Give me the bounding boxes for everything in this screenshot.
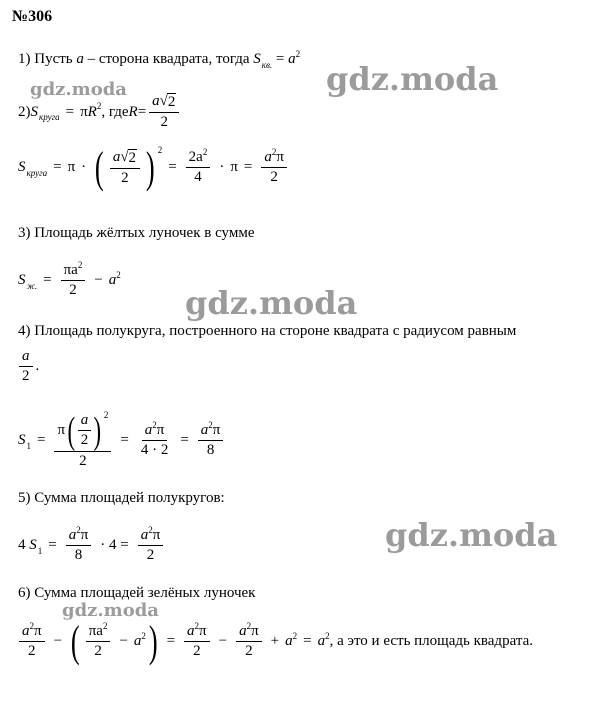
step3-heading: 3) Площадь жёлтых луночек в сумме <box>18 225 255 241</box>
step3-formula: S ж. = $\frac{\pi a^2}{2}$ − a 2 <box>18 260 121 299</box>
watermark-1: gdz.moda <box>326 60 499 98</box>
fraction: $\frac{\pi a^2}{2}$ <box>86 623 111 661</box>
fraction: $\frac{a^2\pi}{2}$ <box>184 623 210 661</box>
step6-formula: $\frac{a^2\pi}{2}$ − ( $\frac{\pi a^2}{2}$ − a 2 ) = $\frac{a^2\pi}{2}$ − $\frac{a^2\pi}{2}$ + a 2 = a 2 , а это и есть площадь квадрата. <box>16 622 533 662</box>
step2-formula: S круга = π · ( a√ 2 2 ) 2 = $\frac{2a^2}{4}$ · π = $\frac{a^2\pi}{2}$ <box>18 148 290 188</box>
step4-radius: $\frac{a}{2}$ . <box>16 348 39 386</box>
step5-heading: 5) Сумма площадей полукругов: <box>18 490 225 506</box>
watermark-3: gdz.moda <box>185 284 358 322</box>
watermark-5: gdz.moda <box>62 600 159 621</box>
fraction: $\frac{2a^2}{4}$ <box>186 149 211 187</box>
fraction: $\frac{a^2\pi}{2}$ <box>138 527 164 565</box>
fraction: $\frac{a^2\pi}{2}$ <box>236 623 262 661</box>
page-title: №306 <box>12 8 53 25</box>
step6-heading: 6) Сумма площадей зелёных луночек <box>18 585 256 601</box>
fraction: $\frac{a^2\pi}{2}$ <box>19 623 45 661</box>
step2-line: 2) S круга = π R 2 , где R = a√ 2 2 <box>18 93 182 132</box>
step5-formula: 4 S 1 = $\frac{a^2\pi}{8}$ · 4 = $\frac{a^2\pi}{2}$ <box>18 527 166 565</box>
step4-heading: 4) Площадь полукруга, построенного на стороне квадрата с радиусом равным <box>18 323 517 339</box>
fraction: $\frac{a^2\pi}{2}$ <box>261 149 287 187</box>
fraction: $\frac{\pi a^2}{2}$ <box>61 262 86 300</box>
fraction: $\frac{a^2\pi}{4 \cdot 2}$ <box>140 420 169 459</box>
fraction: π ( $\frac{a}{2}$ ) 2 2 <box>54 412 111 470</box>
step4-formula: S 1 = π ( $\frac{a}{2}$ ) 2 2 = $\frac{a^2\pi}{4 \cdot 2}$ = $\frac{a^2\pi}{8}$ <box>18 412 226 470</box>
watermark-2: gdz.moda <box>30 79 127 100</box>
watermark-4: gdz.moda <box>385 516 558 554</box>
fraction: $\frac{a^2\pi}{8}$ <box>198 422 224 460</box>
step1-line: 1) Пусть a – сторона квадрата, тогда $S_{кв.} = a^2$ <box>18 49 301 70</box>
fraction: $\frac{a}{2}$ <box>19 348 33 386</box>
fraction: a√ 2 2 <box>110 149 140 188</box>
fraction: a√ 2 2 <box>149 93 179 132</box>
fraction: $\frac{a^2\pi}{8}$ <box>66 527 92 565</box>
